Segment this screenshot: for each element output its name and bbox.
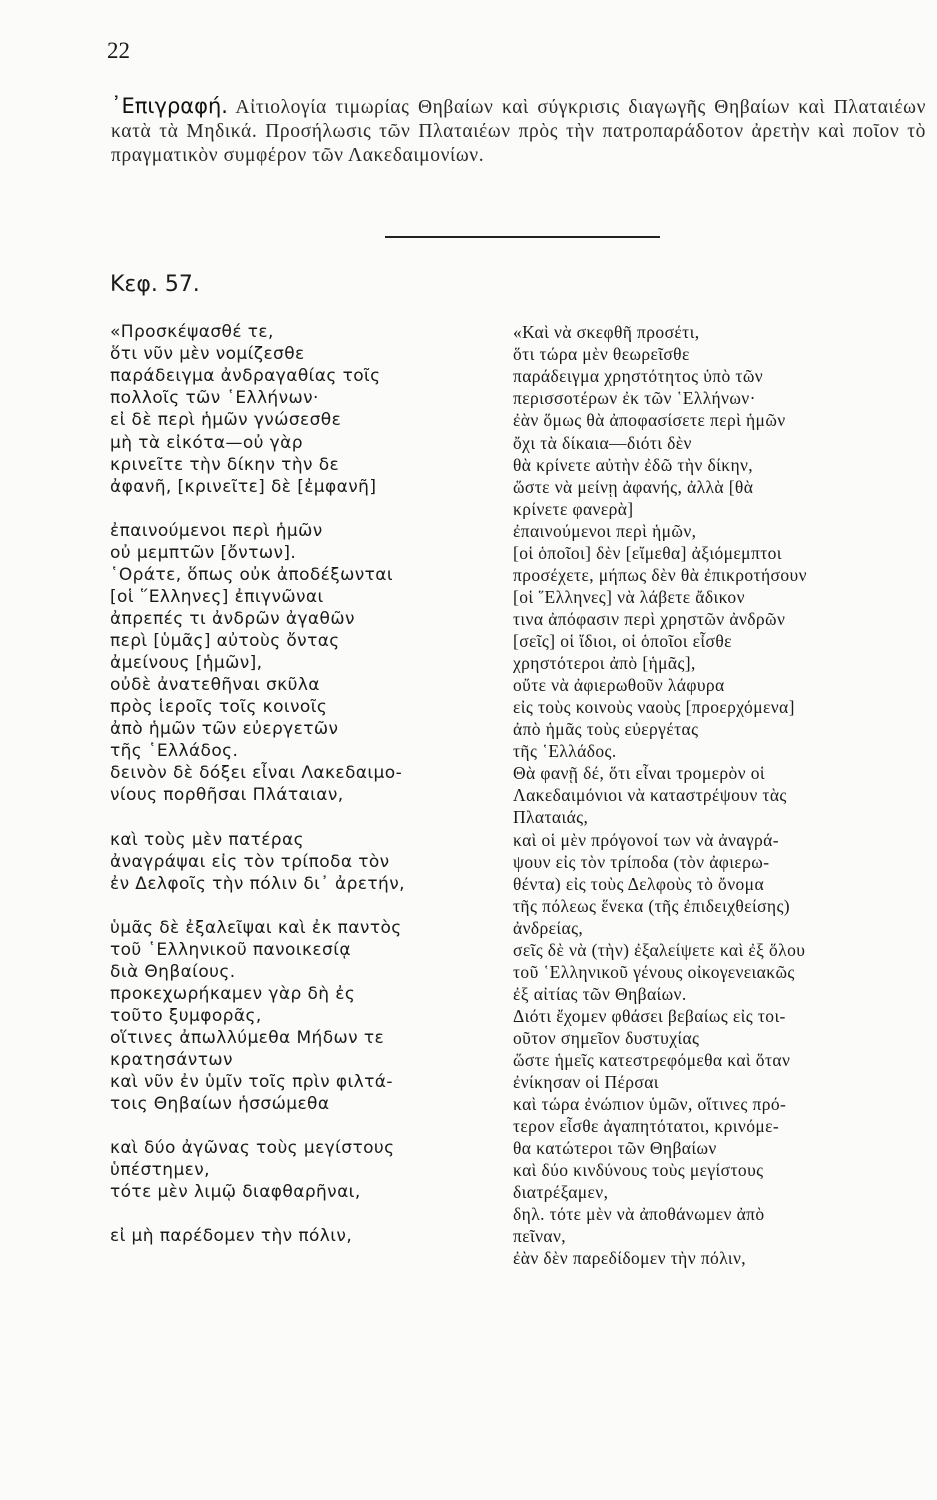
ancient-text-line: τοῦ ῾Ελληνικοῦ πανοικεσίᾳ xyxy=(110,940,351,960)
ancient-text-line: οὐδὲ ἀνατεθῆναι σκῦλα xyxy=(110,675,320,695)
modern-translation-line: [σεῖς] οἱ ἴδιοι, οἱ ὁποῖοι εἶσθε xyxy=(513,631,732,651)
modern-translation-line: καὶ δύο κινδύνους τοὺς μεγίστους xyxy=(513,1160,764,1180)
modern-translation-line: προσέχετε, μήπως δὲν θὰ ἐπικροτήσουν xyxy=(513,565,807,585)
ancient-text-line: ἀναγράψαι εἰς τὸν τρίποδα τὸν xyxy=(110,852,390,872)
modern-translation-line: τινα ἀπόφασιν περὶ χρηστῶν ἀνδρῶν xyxy=(513,609,786,629)
modern-translation-line: θὰ κρίνετε αὐτὴν ἐδῶ τὴν δίκην, xyxy=(513,455,754,475)
ancient-text-line: προκεχωρήκαμεν γὰρ δὴ ἐς xyxy=(110,984,356,1004)
modern-translation-line: ὥστε νὰ μείνῃ ἀφανής, ἀλλὰ [θὰ xyxy=(513,477,754,497)
ancient-text-line: δεινὸν δὲ δόξει εἶναι Λακεδαιμο- xyxy=(110,763,403,783)
ancient-text-line: ἀπὸ ἡμῶν τῶν εὐεργετῶν xyxy=(110,719,339,739)
ancient-text-line: κρινεῖτε τὴν δίκην τὴν δε xyxy=(110,455,340,475)
ancient-text-line: εἰ δὲ περὶ ἡμῶν γνώσεσθε xyxy=(110,410,342,430)
modern-translation-line: οῦτον σημεῖον δυστυχίας xyxy=(513,1028,700,1048)
modern-translation-line: ὥστε ἡμεῖς κατεστρεφόμεθα καὶ ὅταν xyxy=(513,1050,791,1070)
modern-translation-line: «Καὶ νὰ σκεφθῆ προσέτι, xyxy=(513,322,700,342)
modern-translation-line: [οἱ ὁποῖοι] δὲν [εἴμεθα] ἀξιόμεμπτοι xyxy=(513,543,782,563)
ancient-text-line: πρὸς ἱεροῖς τοῖς κοινοῖς xyxy=(110,697,328,717)
heading-label: ᾽Επιγραφή. xyxy=(111,94,228,118)
heading xyxy=(111,94,926,168)
ancient-text-line: καὶ δύο ἀγῶνας τοὺς μεγίστους xyxy=(110,1138,395,1158)
modern-translation-line: θα κατώτεροι τῶν Θηβαίων xyxy=(513,1138,717,1158)
ancient-text-line: ἐπαινούμενοι περὶ ἡμῶν xyxy=(110,521,323,541)
ancient-text-line: «Προσκέψασθέ τε, xyxy=(110,322,274,342)
modern-translation-line: Διότι ἔχομεν φθάσει βεβαίως εἰς τοι- xyxy=(513,1006,786,1026)
modern-translation-line: δηλ. τότε μὲν νὰ ἀποθάνωμεν ἀπὸ xyxy=(513,1204,765,1224)
ancient-text-line: τοις Θηβαίων ἡσσώμεθα xyxy=(110,1094,330,1114)
modern-translation-line: τῆς ῾Ελλάδος. xyxy=(513,741,617,761)
ancient-text-line: κρατησάντων xyxy=(110,1050,233,1070)
heading-text: Αἰτιολογία τιμωρίας Θηβαίων καὶ σύγκρισις διαγωγῆς Θηβαίων καὶ Πλαταιέων κατὰ τὰ Μηδικά. Προσήλωσις τῶν Πλαταιέων πρὸς τὴν πατροπαράδοτον ἀρετὴν καὶ ποῖον τὸ πραγματικὸν συμφέρον τῶν Λακεδαιμονίων. xyxy=(111,97,927,166)
ancient-text-line: εἰ μὴ παρέδομεν τὴν πόλιν, xyxy=(110,1226,353,1246)
modern-translation-line: ἐὰν δὲν παρεδίδομεν τὴν πόλιν, xyxy=(513,1248,747,1268)
chapter-title: Κεφ. 57. xyxy=(110,272,200,297)
modern-translation-line: ἐπαινούμενοι περὶ ἡμῶν, xyxy=(513,521,697,541)
ancient-text-line: [οἱ ῞Ελληνες] ἐπιγνῶναι xyxy=(110,587,324,607)
ancient-text-line: οἵτινες ἀπωλλύμεθα Μήδων τε xyxy=(110,1028,385,1048)
modern-translation-line: ἀπὸ ἡμᾶς τοὺς εὐεργέτας xyxy=(513,719,699,739)
ancient-text-line: μὴ τὰ εἰκότα—οὐ γὰρ xyxy=(110,433,303,453)
modern-translation-line: κρίνετε φανερὰ] xyxy=(513,499,634,519)
section-divider xyxy=(385,236,660,238)
ancient-text-line: νίους πορθῆσαι Πλάταιαν, xyxy=(110,785,344,805)
ancient-text-line: καὶ τοὺς μὲν πατέρας xyxy=(110,830,304,850)
modern-translation-line: ἐξ αἰτίας τῶν Θηβαίων. xyxy=(513,984,687,1004)
modern-translation-line: καὶ τώρα ἐνώπιον ὑμῶν, οἵτινες πρό- xyxy=(513,1094,787,1114)
modern-translation-line: ψουν εἰς τὸν τρίποδα (τὸν ἀφιερω- xyxy=(513,852,770,872)
modern-translation-line: τοῦ ῾Ελληνικοῦ γένους οἰκογενειακῶς xyxy=(513,962,795,982)
modern-translation-line: ἀνδρείας, xyxy=(513,918,584,938)
ancient-text-line: οὐ μεμπτῶν [ὄντων]. xyxy=(110,543,297,563)
modern-translation-line: χρηστότεροι ἀπὸ [ἡμᾶς], xyxy=(513,653,696,673)
modern-translation-line: τῆς πόλεως ἕνεκα (τῆς ἐπιδειχθείσης) xyxy=(513,896,791,916)
ancient-text-line: ἀμείνους [ἡμῶν], xyxy=(110,653,263,673)
modern-translation-line: τερον εἶσθε ἀγαπητότατοι, κρινόμε- xyxy=(513,1116,780,1136)
ancient-text-line: τοῦτο ξυμφορᾶς, xyxy=(110,1006,262,1026)
modern-translation-line: θέντα) εἰς τοὺς Δελφοὺς τὸ ὄνομα xyxy=(513,874,765,894)
page-number: 22 xyxy=(107,38,130,63)
modern-translation-line: ἐνίκησαν οἱ Πέρσαι xyxy=(513,1072,659,1092)
ancient-text-line: παράδειγμα ἀνδραγαθίας τοῖς xyxy=(110,366,381,386)
ancient-text-line: ὅτι νῦν μὲν νομίζεσθε xyxy=(110,344,305,364)
modern-translation-line: πεῖναν, xyxy=(513,1226,567,1246)
ancient-text-line: καὶ νῦν ἐν ὑμῖν τοῖς πρὶν φιλτά- xyxy=(110,1072,393,1092)
modern-translation-line: παράδειγμα χρηστότητος ὑπὸ τῶν xyxy=(513,366,764,386)
ancient-text-line: ἐν Δελφοῖς τὴν πόλιν δι᾽ ἀρετήν, xyxy=(110,874,405,894)
modern-translation-line: Πλαταιάς, xyxy=(513,807,589,827)
modern-translation-line: Θὰ φανῇ δέ, ὅτι εἶναι τρομερὸν οἱ xyxy=(513,763,765,783)
ancient-text-line: ἀπρεπές τι ἀνδρῶν ἀγαθῶν xyxy=(110,609,355,629)
modern-translation-line: εἰς τοὺς κοινοὺς ναοὺς [προερχόμενα] xyxy=(513,697,795,717)
modern-translation-line: διατρέξαμεν, xyxy=(513,1182,609,1202)
ancient-text-line: ἀφανῆ, [κρινεῖτε] δὲ [ἐμφανῆ] xyxy=(110,477,377,497)
modern-translation-line: ὅτι τώρα μὲν θεωρεῖσθε xyxy=(513,344,690,364)
modern-translation-line: περισσοτέρων ἐκ τῶν ῾Ελλήνων· xyxy=(513,388,756,408)
modern-translation-line: ὄχι τὰ δίκαια—διότι δὲν xyxy=(513,433,692,453)
ancient-text-line: τῆς ῾Ελλάδος. xyxy=(110,741,239,761)
ancient-text-line: ὑμᾶς δὲ ἐξαλεῖψαι καὶ ἐκ παντὸς xyxy=(110,918,402,938)
modern-translation-line: [οἱ ῞Ελληνες] νὰ λάβετε ἄδικον xyxy=(513,587,745,607)
modern-translation-line: ἐὰν ὅμως θὰ ἀποφασίσετε περὶ ἡμῶν xyxy=(513,410,786,430)
ancient-text-line: πολλοῖς τῶν ῾Ελλήνων· xyxy=(110,388,319,408)
modern-translation-line: οὔτε νὰ ἀφιερωθοῦν λάφυρα xyxy=(513,675,725,695)
ancient-text-line: ὑπέστημεν, xyxy=(110,1160,210,1180)
ancient-text-line: περὶ [ὑμᾶς] αὐτοὺς ὄντας xyxy=(110,631,340,651)
ancient-text-line: διὰ Θηβαίους. xyxy=(110,962,236,982)
modern-translation-line: καὶ οἱ μὲν πρόγονοί των νὰ ἀναγρά- xyxy=(513,830,779,850)
modern-translation-line: σεῖς δὲ νὰ (τὴν) ἐξαλείψετε καὶ ἐξ ὅλου xyxy=(513,940,806,960)
modern-translation-line: Λακεδαιμόνιοι νὰ καταστρέψουν τὰς xyxy=(513,785,787,805)
ancient-text-line: ῾Οράτε, ὅπως οὐκ ἀποδέξωνται xyxy=(110,565,394,585)
ancient-text-line: τότε μὲν λιμῷ διαφθαρῆναι, xyxy=(110,1182,361,1202)
